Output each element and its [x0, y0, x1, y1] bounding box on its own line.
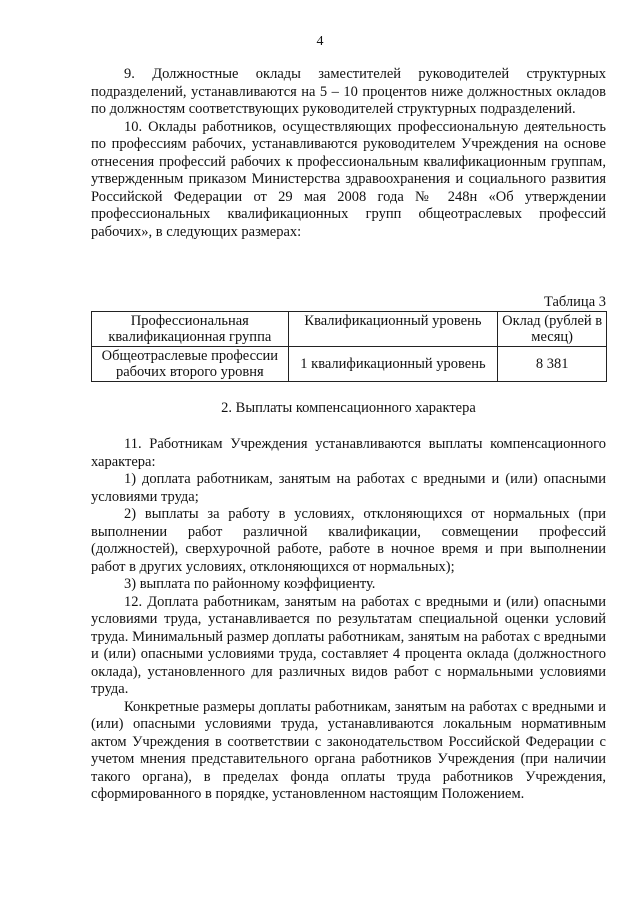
paragraphs-bottom [91, 436, 606, 804]
table-cell: Общеотраслевые профессии рабочих второго уровня [92, 347, 289, 382]
list-item: 3) выплата по районному коэффициенту. [124, 576, 376, 592]
list-item: 1) доплата работникам, занятым на работах с вредными и (или) опасными условиями труда; [91, 471, 606, 505]
list-item: 2) выплаты за работу в условиях, отклоняющихся от нормальных (при выполнении работ различной квалификации, совмещении профессий (должностей), сверхурочной работе, работе в ночное время и при выполнении работ в других условиях, отклоняющихся от нормальных); [91, 506, 606, 575]
paragraph-11: 11. Работникам Учреждения устанавливаются выплаты компенсационного характера: [91, 436, 606, 470]
paragraphs-top [91, 66, 606, 241]
paragraph-12-continued: Конкретные размеры доплаты работникам, занятым на работах с вредными и (или) опасными условиями труда, устанавливаются локальным нормативным актом Учреждения в соответствии с законодательством Российской Федерации с учетом мнения представительного органа работников Учреждения (при наличии такого органа), в пределах фонда оплаты труда работников Учреждения, сформированного в порядке, установленном настоящим Положением. [91, 698, 606, 802]
table-header-cell: Оклад (рублей в месяц) [498, 312, 607, 347]
table-header-cell: Квалификационный уровень [288, 312, 498, 347]
paragraph-10: 10. Оклады работников, осуществляющих профессиональную деятельность по профессиям рабочих, устанавливаются руководителем Учреждения на основе отнесения профессий рабочих к профессиональным квалификационным группам, утвержденным приказом Министерства здравоохранения и социального развития Российской Федерации от 29 мая 2008 года № 248н «Об утверждении профессиональных квалификационных групп общеотраслевых профессий рабочих», в следующих размерах: [91, 118, 606, 240]
table-cell: 8 381 [498, 347, 607, 382]
table-header-row [92, 312, 607, 347]
table-header-cell: Профессиональная квалификационная группа [92, 312, 289, 347]
page-number: 4 [316, 34, 324, 49]
salary-table [91, 311, 607, 382]
paragraph-12: 12. Доплата работникам, занятым на работах с вредными и (или) опасными условиями труда, устанавливается по результатам специальной оценки условий труда. Минимальный размер доплаты работникам, занятым на работах с вредными и (или) опасными условиями труда, составляет 4 процента оклада (должностного оклада), установленного для различных видов работ с нормальными условиями труда. [91, 593, 606, 697]
table-row [92, 347, 607, 382]
table-caption: Таблица 3 [543, 294, 606, 310]
table-cell: 1 квалификационный уровень [288, 347, 498, 382]
paragraph-9: 9. Должностные оклады заместителей руководителей структурных подразделений, устанавливаются на 5 – 10 процентов ниже должностных окладов по должностям соответствующих руководителей структурных подразделений. [91, 66, 606, 117]
section-title: 2. Выплаты компенсационного характера [221, 400, 476, 416]
